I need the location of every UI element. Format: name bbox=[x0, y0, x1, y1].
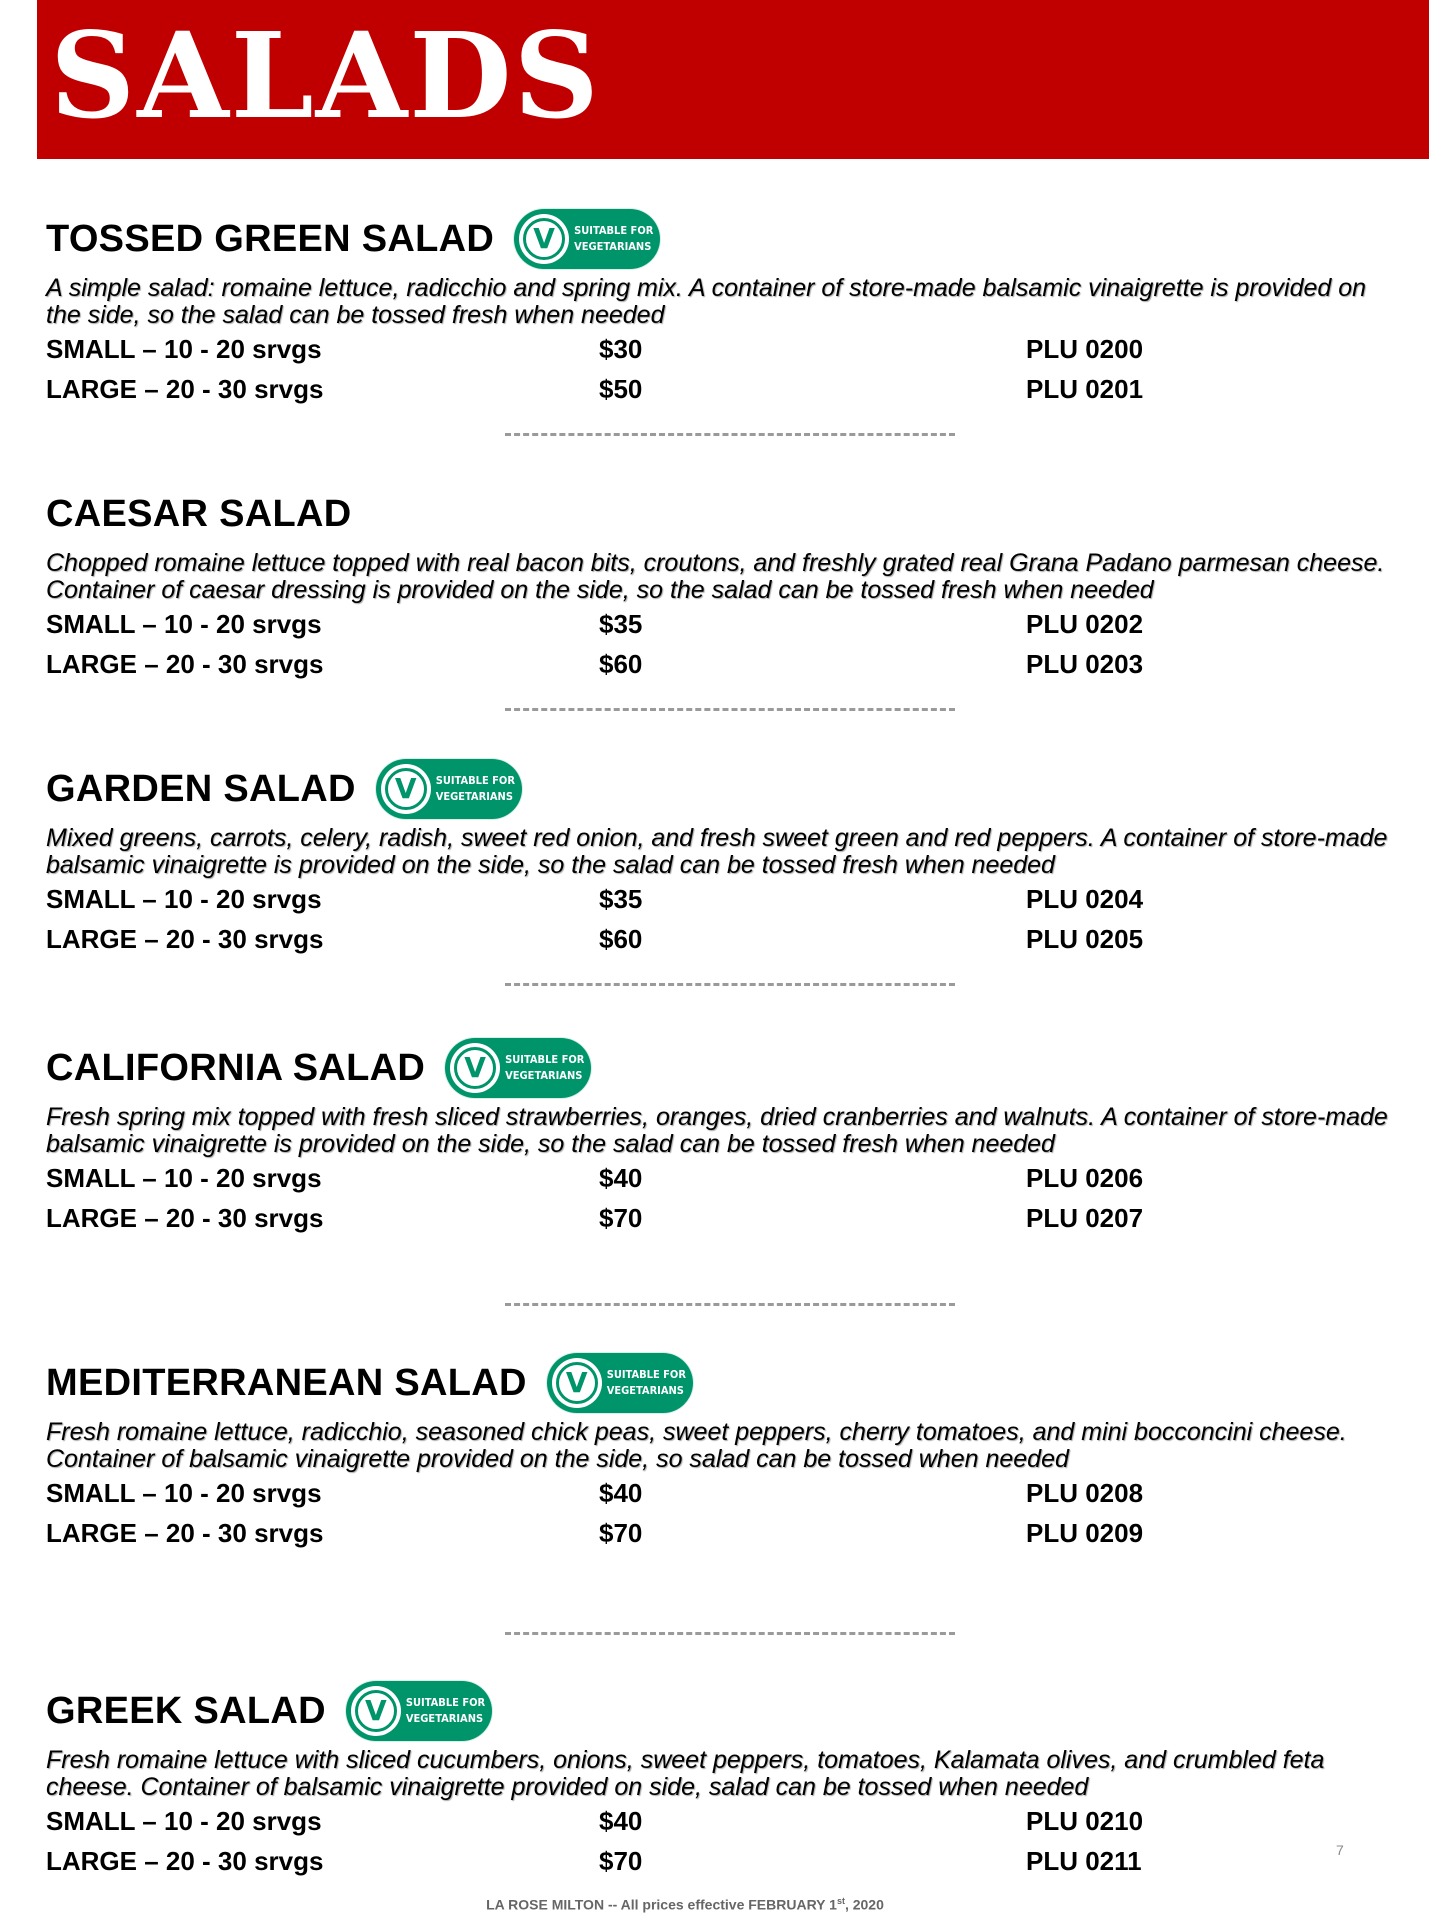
badge-circle bbox=[381, 764, 431, 814]
size-row-large bbox=[46, 919, 1406, 959]
size-label: LARGE – 20 - 30 srvgs bbox=[46, 1203, 324, 1233]
plu-code: PLU 0202 bbox=[1026, 609, 1144, 639]
item-name: GARDEN SALAD bbox=[46, 767, 356, 810]
footer-inner bbox=[0, 1896, 1440, 1913]
plu-code: PLU 0201 bbox=[1026, 374, 1144, 404]
badge-letter: V bbox=[565, 1366, 588, 1399]
badge-line1: SUITABLE FOR bbox=[606, 1368, 686, 1381]
plu-code: PLU 0204 bbox=[1026, 884, 1144, 914]
salads-banner bbox=[37, 0, 1429, 159]
plu-code: PLU 0207 bbox=[1026, 1203, 1144, 1233]
plu-code: PLU 0208 bbox=[1026, 1478, 1144, 1508]
page-title: SALADS bbox=[50, 6, 601, 145]
footer bbox=[0, 1896, 1440, 1913]
vegetarian-badge-icon bbox=[514, 209, 660, 269]
price: $70 bbox=[599, 1518, 643, 1548]
size-label: LARGE – 20 - 30 srvgs bbox=[46, 924, 324, 954]
item-description: Fresh spring mix topped with fresh sliced strawberries, oranges, dried cranberries and walnuts. A container of store-made balsamic vinaigrette is provided on the side, so the salad can be tossed fresh when needed bbox=[46, 1103, 1388, 1158]
price: $40 bbox=[599, 1806, 643, 1836]
badge-circle bbox=[552, 1358, 602, 1408]
badge-text bbox=[505, 1052, 589, 1084]
menu-item-garden-salad bbox=[46, 753, 1406, 959]
plu-code: PLU 0205 bbox=[1026, 924, 1144, 954]
item-heading-row bbox=[46, 753, 1406, 825]
size-row-large bbox=[46, 644, 1406, 684]
item-description: Fresh romaine lettuce with sliced cucumbers, onions, sweet peppers, tomatoes, Kalamata olives, and crumbled feta cheese. Container of balsamic vinaigrette provided on side, salad can be tossed when needed bbox=[46, 1746, 1325, 1801]
section-divider bbox=[505, 708, 955, 711]
badge-line1: SUITABLE FOR bbox=[435, 774, 515, 787]
menu-item-tossed-green-salad bbox=[46, 203, 1406, 409]
item-heading-row bbox=[46, 1675, 1406, 1747]
size-row-small bbox=[46, 1801, 1406, 1841]
plu-code: PLU 0203 bbox=[1026, 649, 1144, 679]
size-label: LARGE – 20 - 30 srvgs bbox=[46, 1518, 324, 1548]
badge-text bbox=[406, 1695, 490, 1727]
badge-circle bbox=[450, 1043, 500, 1093]
item-heading-row bbox=[46, 478, 1406, 550]
badge-letter: V bbox=[533, 222, 555, 255]
badge-line1: SUITABLE FOR bbox=[574, 224, 654, 237]
size-row-large bbox=[46, 1198, 1406, 1238]
footer-text: LA ROSE MILTON -- All prices effective FEBRUARY 1 bbox=[486, 1896, 837, 1913]
size-label: SMALL – 10 - 20 srvgs bbox=[46, 1806, 322, 1836]
badge-line2: VEGETARIANS bbox=[606, 1384, 684, 1397]
plu-code: PLU 0206 bbox=[1026, 1163, 1144, 1193]
price: $70 bbox=[599, 1846, 643, 1876]
size-label: SMALL – 10 - 20 srvgs bbox=[46, 609, 322, 639]
plu-code: PLU 0200 bbox=[1026, 334, 1144, 364]
size-label: LARGE – 20 - 30 srvgs bbox=[46, 649, 324, 679]
plu-code: PLU 0209 bbox=[1026, 1518, 1144, 1548]
badge-line1: SUITABLE FOR bbox=[405, 1696, 486, 1709]
price: $35 bbox=[599, 884, 643, 914]
size-row-small bbox=[46, 604, 1406, 644]
size-label: SMALL – 10 - 20 srvgs bbox=[46, 1163, 322, 1193]
size-label: SMALL – 10 - 20 srvgs bbox=[46, 884, 322, 914]
badge-letter: V bbox=[394, 772, 417, 805]
menu-item-caesar-salad bbox=[46, 478, 1406, 684]
item-heading-row bbox=[46, 1032, 1406, 1104]
price: $60 bbox=[599, 924, 643, 954]
size-row-large bbox=[46, 1513, 1406, 1553]
size-label: SMALL – 10 - 20 srvgs bbox=[46, 334, 322, 364]
badge-letter: V bbox=[365, 1694, 387, 1727]
plu-code: PLU 0210 bbox=[1026, 1806, 1144, 1836]
section-divider bbox=[505, 1632, 955, 1635]
size-row-large bbox=[46, 1841, 1406, 1881]
price: $50 bbox=[599, 374, 643, 404]
badge-line2: VEGETARIANS bbox=[435, 790, 513, 803]
badge-text bbox=[607, 1367, 691, 1399]
size-label: LARGE – 20 - 30 srvgs bbox=[46, 1846, 324, 1876]
price: $60 bbox=[599, 649, 643, 679]
section-divider bbox=[505, 983, 955, 986]
badge-text bbox=[436, 773, 520, 805]
vegetarian-badge-icon bbox=[376, 759, 522, 819]
badge-circle bbox=[519, 214, 569, 264]
item-description: Mixed greens, carrots, celery, radish, sweet red onion, and fresh sweet green and red peppers. A container of store-made balsamic vinaigrette is provided on the side, so the salad can be tossed fresh when needed bbox=[46, 824, 1388, 879]
badge-line1: SUITABLE FOR bbox=[505, 1053, 585, 1066]
size-row-small bbox=[46, 1473, 1406, 1513]
item-heading-row bbox=[46, 203, 1406, 275]
plu-code: PLU 0211 bbox=[1026, 1846, 1142, 1876]
price: $30 bbox=[599, 334, 643, 364]
badge-line2: VEGETARIANS bbox=[505, 1069, 583, 1082]
size-row-small bbox=[46, 329, 1406, 369]
size-label: SMALL – 10 - 20 srvgs bbox=[46, 1478, 322, 1508]
size-row-small bbox=[46, 879, 1406, 919]
footer-superscript: st bbox=[836, 1896, 845, 1906]
price: $40 bbox=[599, 1163, 643, 1193]
badge-text bbox=[574, 223, 658, 255]
item-name: TOSSED GREEN SALAD bbox=[46, 217, 495, 260]
vegetarian-badge-icon bbox=[547, 1353, 693, 1413]
vegetarian-badge-icon bbox=[445, 1038, 591, 1098]
badge-letter: V bbox=[464, 1051, 486, 1084]
menu-item-greek-salad bbox=[46, 1675, 1406, 1881]
price: $70 bbox=[599, 1203, 643, 1233]
item-name: MEDITERRANEAN SALAD bbox=[46, 1361, 527, 1404]
badge-line2: VEGETARIANS bbox=[405, 1712, 484, 1725]
item-name: CALIFORNIA SALAD bbox=[46, 1046, 426, 1089]
price: $40 bbox=[599, 1478, 643, 1508]
item-name: GREEK SALAD bbox=[46, 1689, 326, 1732]
price: $35 bbox=[599, 609, 643, 639]
vegetarian-badge-icon bbox=[346, 1681, 492, 1741]
section-divider bbox=[505, 433, 955, 436]
size-row-large bbox=[46, 369, 1406, 409]
item-description: A simple salad: romaine lettuce, radicchio and spring mix. A container of store-made balsamic vinaigrette is provided on the side, so the salad can be tossed fresh when needed bbox=[46, 274, 1367, 329]
section-divider bbox=[505, 1303, 955, 1306]
badge-line2: VEGETARIANS bbox=[574, 240, 652, 253]
item-heading-row bbox=[46, 1347, 1406, 1419]
footer-year: , 2020 bbox=[844, 1896, 884, 1913]
page-number: 7 bbox=[1336, 1842, 1344, 1858]
item-description: Chopped romaine lettuce topped with real bacon bits, croutons, and freshly grated real Grana Padano parmesan cheese. Container of caesar dressing is provided on the side, so the salad can be tossed fresh when needed bbox=[46, 549, 1385, 604]
menu-item-california-salad bbox=[46, 1032, 1406, 1238]
item-name: CAESAR SALAD bbox=[46, 492, 352, 535]
size-row-small bbox=[46, 1158, 1406, 1198]
badge-circle bbox=[351, 1686, 401, 1736]
item-description: Fresh romaine lettuce, radicchio, seasoned chick peas, sweet peppers, cherry tomatoes, and mini bocconcini cheese. Container of balsamic vinaigrette provided on the side, so salad can be tossed when needed bbox=[46, 1418, 1347, 1473]
size-label: LARGE – 20 - 30 srvgs bbox=[46, 374, 324, 404]
menu-item-mediterranean-salad bbox=[46, 1347, 1406, 1553]
